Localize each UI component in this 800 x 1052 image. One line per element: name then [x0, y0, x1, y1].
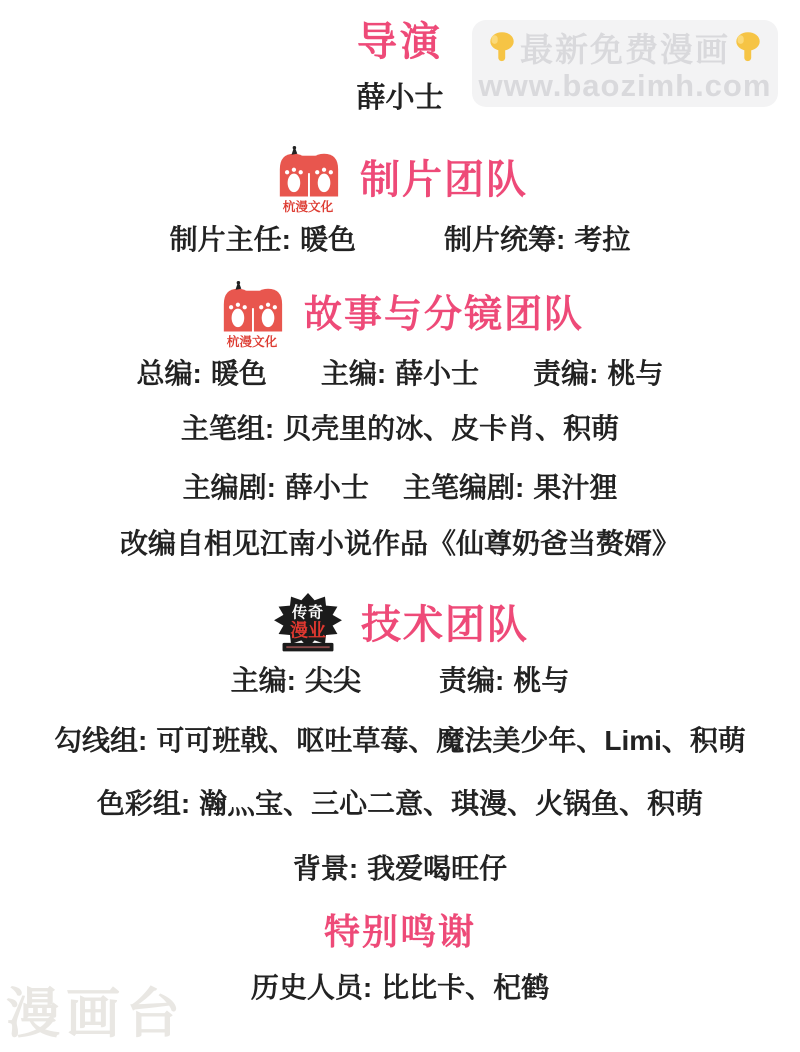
story-editors-row: [0, 360, 800, 388]
story-writers-row: [0, 474, 800, 502]
credit-value: 薛小士: [395, 358, 480, 389]
director-name: 薛小士: [356, 82, 444, 114]
hangman-logo-label: 杭漫文化: [226, 335, 278, 349]
tech-section-header: [0, 592, 800, 658]
credit-label: 历史人员:: [250, 972, 373, 1003]
credit-item: [533, 360, 663, 388]
credit-label: 主笔编剧:: [403, 472, 525, 503]
credit-label: 制片统筹:: [444, 224, 566, 255]
chuanqi-logo-top-label: 传奇: [291, 604, 325, 622]
credit-item: [321, 360, 479, 388]
credit-item: [136, 360, 266, 388]
chuanqi-manye-logo-icon: [271, 592, 345, 658]
hangman-logo-label: 杭漫文化: [282, 200, 334, 214]
adaptation-note: 改编自相见江南小说作品《仙尊奶爸当赘婿》: [119, 528, 680, 559]
manhuatai-watermark: 漫画台: [6, 984, 186, 1044]
credit-label: 主笔组:: [180, 413, 275, 444]
credit-label: 责编:: [533, 358, 599, 389]
credit-item: [439, 667, 569, 695]
credit-label: 责编:: [439, 665, 505, 696]
credit-item: [293, 855, 507, 883]
tech-background-row: [0, 855, 800, 883]
credit-label: 主编:: [320, 358, 387, 389]
credit-value: 暖色: [210, 358, 267, 389]
production-credits-row: [0, 226, 800, 254]
credit-label: 主编剧:: [182, 472, 276, 503]
section-title-director: 导演: [357, 20, 443, 64]
chuanqi-logo-bottom-label: 漫业: [290, 620, 326, 641]
section-title-tech: 技术团队: [361, 603, 529, 647]
credit-item: [181, 415, 619, 443]
story-section-header: [0, 281, 800, 349]
credit-item: [54, 727, 746, 755]
credit-value: 我爱喝旺仔: [367, 853, 508, 884]
credit-item: [251, 974, 549, 1002]
credit-value: 可可班戟、呕吐草莓、魔法美少年、Limi、积萌: [156, 725, 746, 756]
production-section-header: [0, 146, 800, 214]
credit-value: 瀚灬宝、三心二意、琪漫、火锅鱼、积萌: [199, 788, 704, 819]
section-title-thanks: 特别鸣谢: [323, 911, 476, 952]
credit-item: [444, 226, 630, 254]
credit-value: 贝壳里的冰、皮卡肖、积萌: [283, 413, 620, 444]
credit-value: 桃与: [513, 665, 570, 696]
credit-item: [231, 667, 361, 695]
tech-lineart-row: [0, 727, 800, 755]
credit-value: 考拉: [574, 224, 631, 255]
credit-label: 总编:: [136, 358, 202, 389]
credit-value: 果汁狸: [533, 472, 618, 503]
credit-item: [183, 474, 369, 502]
section-title-production: 制片团队: [360, 158, 528, 202]
credit-value: 桃与: [607, 358, 664, 389]
watermark-title: 最新免费漫画: [520, 30, 730, 68]
section-title-story: 故事与分镜团队: [303, 294, 584, 336]
credit-label: 背景:: [292, 853, 359, 884]
credit-value: 尖尖: [304, 665, 361, 696]
watermark-url: www.baozimh.com: [478, 67, 772, 103]
credit-value: 比比卡、杞鹤: [381, 972, 550, 1003]
credit-item: [97, 790, 703, 818]
credit-item: [170, 226, 356, 254]
story-artists-row: [0, 415, 800, 443]
credit-label: 色彩组:: [96, 788, 191, 819]
credit-item: [403, 474, 617, 502]
tech-editors-row: [0, 667, 800, 695]
credit-label: 制片主任:: [169, 224, 291, 255]
tech-color-row: [0, 790, 800, 818]
credit-label: 勾线组:: [54, 725, 148, 756]
hangman-culture-logo-icon: [216, 281, 288, 349]
credit-value: 暖色: [299, 224, 356, 255]
credit-label: 主编:: [230, 665, 296, 696]
hangman-culture-logo-icon: [272, 146, 344, 214]
credit-value: 薛小士: [284, 472, 369, 503]
